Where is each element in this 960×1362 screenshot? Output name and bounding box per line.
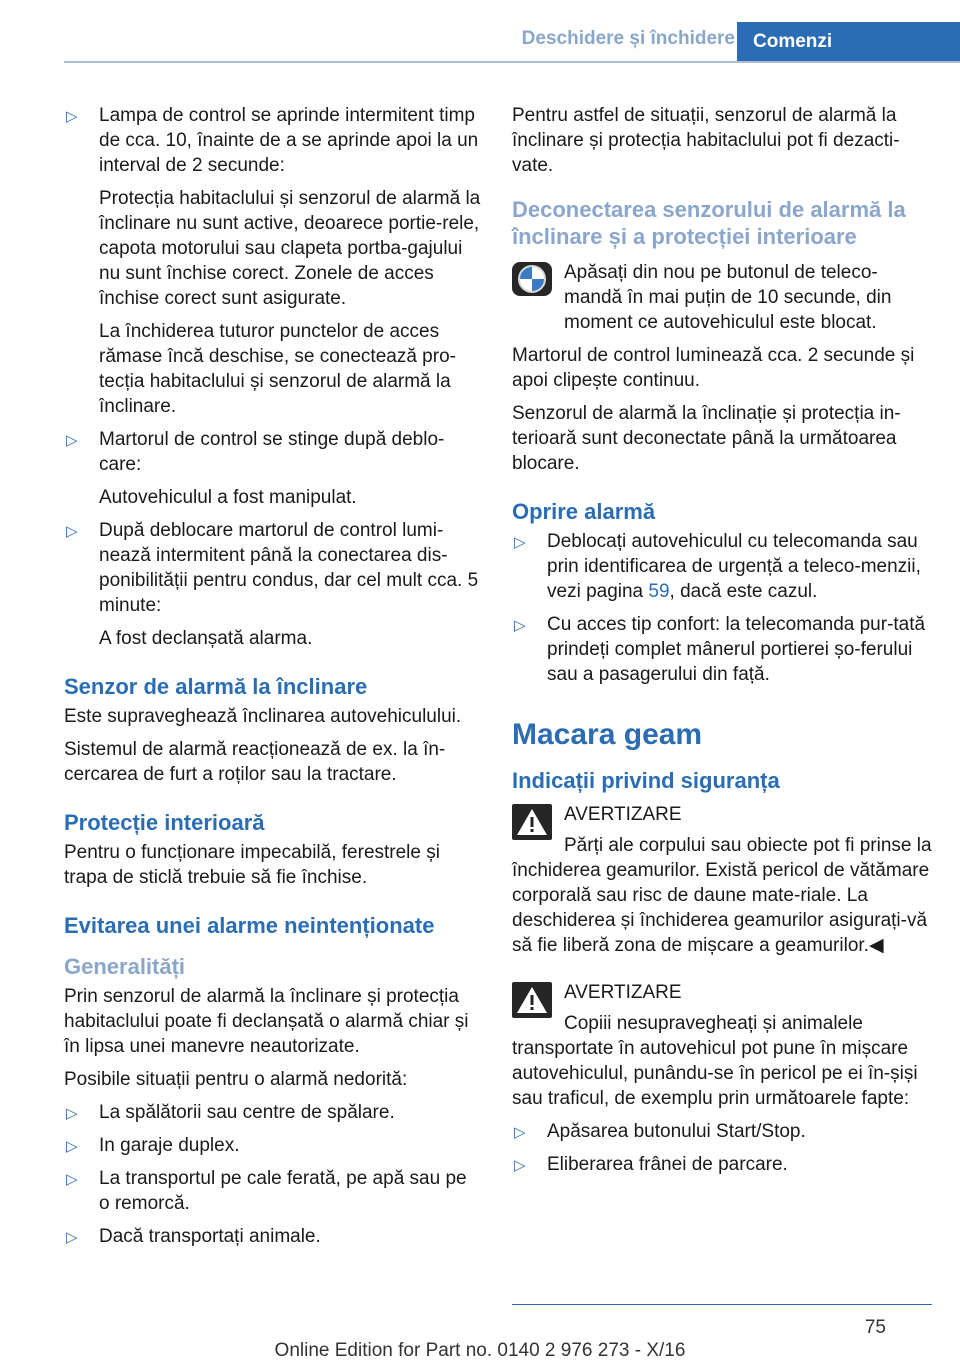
list-item-text: Martorul de control se stinge după deblo‐care:: [99, 429, 445, 475]
list-item-subtext: La închiderea tuturor punctelor de acces rămase încă deschise, se conectează pro‐tecția habitaclului și senzorul de alarmă la înclinare.: [99, 321, 456, 417]
warning-title: AVERTIZARE: [564, 804, 682, 825]
paragraph: Prin senzorul de alarmă la înclinare și protecția habitaclului poate fi declanșată o alarmă chiar și în lipsa unei manevre neautorizate.: [64, 986, 469, 1057]
right-column: [512, 103, 932, 1185]
page-number: 75: [864, 1317, 886, 1338]
triangle-bullet-icon: ▷: [514, 1124, 526, 1141]
paragraph: Martorul de control luminează cca. 2 secunde și apoi clipește continuu.: [512, 345, 915, 391]
list-item-text: La spălătorii sau centre de spălare.: [99, 1102, 395, 1123]
section-heading-tilt-sensor: Senzor de alarmă la înclinare: [64, 674, 368, 699]
list-item: [512, 612, 932, 687]
list-item: [64, 518, 482, 651]
triangle-bullet-icon: ▷: [514, 534, 526, 551]
list-item-text: Lampa de control se aprinde intermitent timp de cca. 10, înainte de a se aprinde apoi la un interval de 2 secunde:: [99, 105, 479, 176]
warning-title: AVERTIZARE: [564, 982, 682, 1003]
list-item-text: Cu acces tip confort: la telecomanda pur‐tată prindeți complet mânerul portierei șo‐ferului sau a pasagerului din față.: [547, 614, 926, 685]
section-heading-interior-protection: Protecție interioară: [64, 810, 265, 835]
triangle-bullet-icon: ▷: [66, 108, 78, 125]
warning-text-wrap: [512, 1011, 932, 1111]
triangle-bullet-icon: ▷: [66, 1229, 78, 1246]
warning-block: [512, 980, 932, 1005]
list-item-text: După deblocare martorul de control lumi‐nează intermitent până la conectarea dis‐ponibilității pentru condus, dar cel mult cca. 5 minute:: [99, 520, 479, 616]
list-item: [64, 1224, 482, 1249]
triangle-bullet-icon: ▷: [66, 1138, 78, 1155]
list-item: [512, 1119, 932, 1144]
left-column: [64, 103, 482, 1257]
triangle-bullet-icon: ▷: [514, 1157, 526, 1174]
footer-edition: Online Edition for Part no. 0140 2 976 273 - X/16: [274, 1340, 686, 1361]
list-item-subtext: Autovehiculul a fost manipulat.: [99, 487, 357, 508]
list-item-text: Deblocați autovehiculul cu telecomanda sau prin identificarea de urgență a teleco‐menzii, vezi pagina 59, dacă este cazul.: [547, 531, 921, 602]
paragraph: Posibile situații pentru o alarmă nedorită:: [64, 1069, 408, 1090]
list-item-text: Dacă transportați animale.: [99, 1226, 321, 1247]
section-heading-deactivate-sensor: Deconectarea senzorului de alarmă la înclinare și a protecției interioare: [512, 197, 906, 249]
section-heading-safety: Indicații privind siguranța: [512, 768, 780, 793]
subsection-heading-general: Generalități: [64, 954, 186, 979]
paragraph: Apăsați din nou pe butonul de teleco‐mandă în mai puțin de 10 secunde, din moment ce autovehiculul este blocat.: [564, 262, 892, 333]
page-reference-link[interactable]: 59: [648, 581, 670, 602]
list-item-subtext: A fost declanșată alarma.: [99, 628, 313, 649]
triangle-bullet-icon: ▷: [66, 1171, 78, 1188]
paragraph: Este supraveghează înclinarea autovehiculului.: [64, 706, 462, 727]
remote-instruction: [512, 260, 932, 335]
list-item: [64, 1100, 482, 1125]
list-item-text: In garaje duplex.: [99, 1135, 240, 1156]
list-item: [512, 1152, 932, 1177]
chapter-heading-window-lifter: Macara geam: [512, 718, 703, 751]
list-item-text: Eliberarea frânei de parcare.: [547, 1154, 788, 1175]
triangle-bullet-icon: ▷: [514, 617, 526, 634]
section-heading-stop-alarm: Oprire alarmă: [512, 499, 656, 524]
warning-text: Părți ale corpului sau obiecte pot fi prinse la închiderea geamurilor. Există pericol de vătămare corporală sau risc de daune mate‐riale. La deschiderea și închiderea geamurilor asigurați-vă să fie liberă zona de mișcare a geamurilor.◀: [512, 835, 932, 956]
header-chapter-tab[interactable]: Comenzi: [737, 22, 960, 62]
header-rule: [64, 61, 960, 63]
paragraph: Senzorul de alarmă la înclinație și protecția in‐terioară sunt deconectate până la următoarea blocare.: [512, 403, 901, 474]
list-item: [64, 103, 482, 419]
remote-key-icon: [512, 262, 552, 296]
paragraph: Sistemul de alarmă reacționează de ex. la în‐cercarea de furt a roților sau la tractare.: [64, 739, 446, 785]
paragraph: Pentru o funcționare impecabilă, ferestrele și trapa de sticlă trebuie să fie închise.: [64, 842, 440, 888]
footer-rule: [512, 1304, 932, 1305]
paragraph: Pentru astfel de situații, senzorul de alarmă la înclinare și protecția habitaclului pot fi dezacti‐vate.: [512, 105, 900, 176]
list-item: [64, 1166, 482, 1216]
triangle-bullet-icon: ▷: [66, 432, 78, 449]
list-item-subtext: Protecția habitaclului și senzorul de alarmă la înclinare nu sunt active, deoarece portie‐rele, capota motorului sau clapeta portba‐gajului nu sunt închise corect. Zonele de acces închise corect sunt asigurate.: [99, 188, 481, 309]
section-heading-avoid-alarm: Evitarea unei alarme neintenționate: [64, 913, 435, 938]
list-item: [512, 529, 932, 604]
list-item: [64, 427, 482, 510]
list-item: [64, 1133, 482, 1158]
header-section-title: Deschidere și închidere: [521, 28, 735, 49]
list-item-text: Apăsarea butonului Start/Stop.: [547, 1121, 806, 1142]
warning-text: Copiii nesupravegheați și animalele transportate în autovehicul pot pune în mișcare autovehiculul, punându-se în pericol pe ei în‐șiși sau traficul, de exemplu prin următoarele fapte:: [512, 1013, 918, 1109]
triangle-bullet-icon: ▷: [66, 523, 78, 540]
list-item-text: La transportul pe cale ferată, pe apă sau pe o remorcă.: [99, 1168, 467, 1214]
triangle-bullet-icon: ▷: [66, 1105, 78, 1122]
warning-block: [512, 802, 932, 827]
warning-text-wrap: [512, 833, 932, 958]
